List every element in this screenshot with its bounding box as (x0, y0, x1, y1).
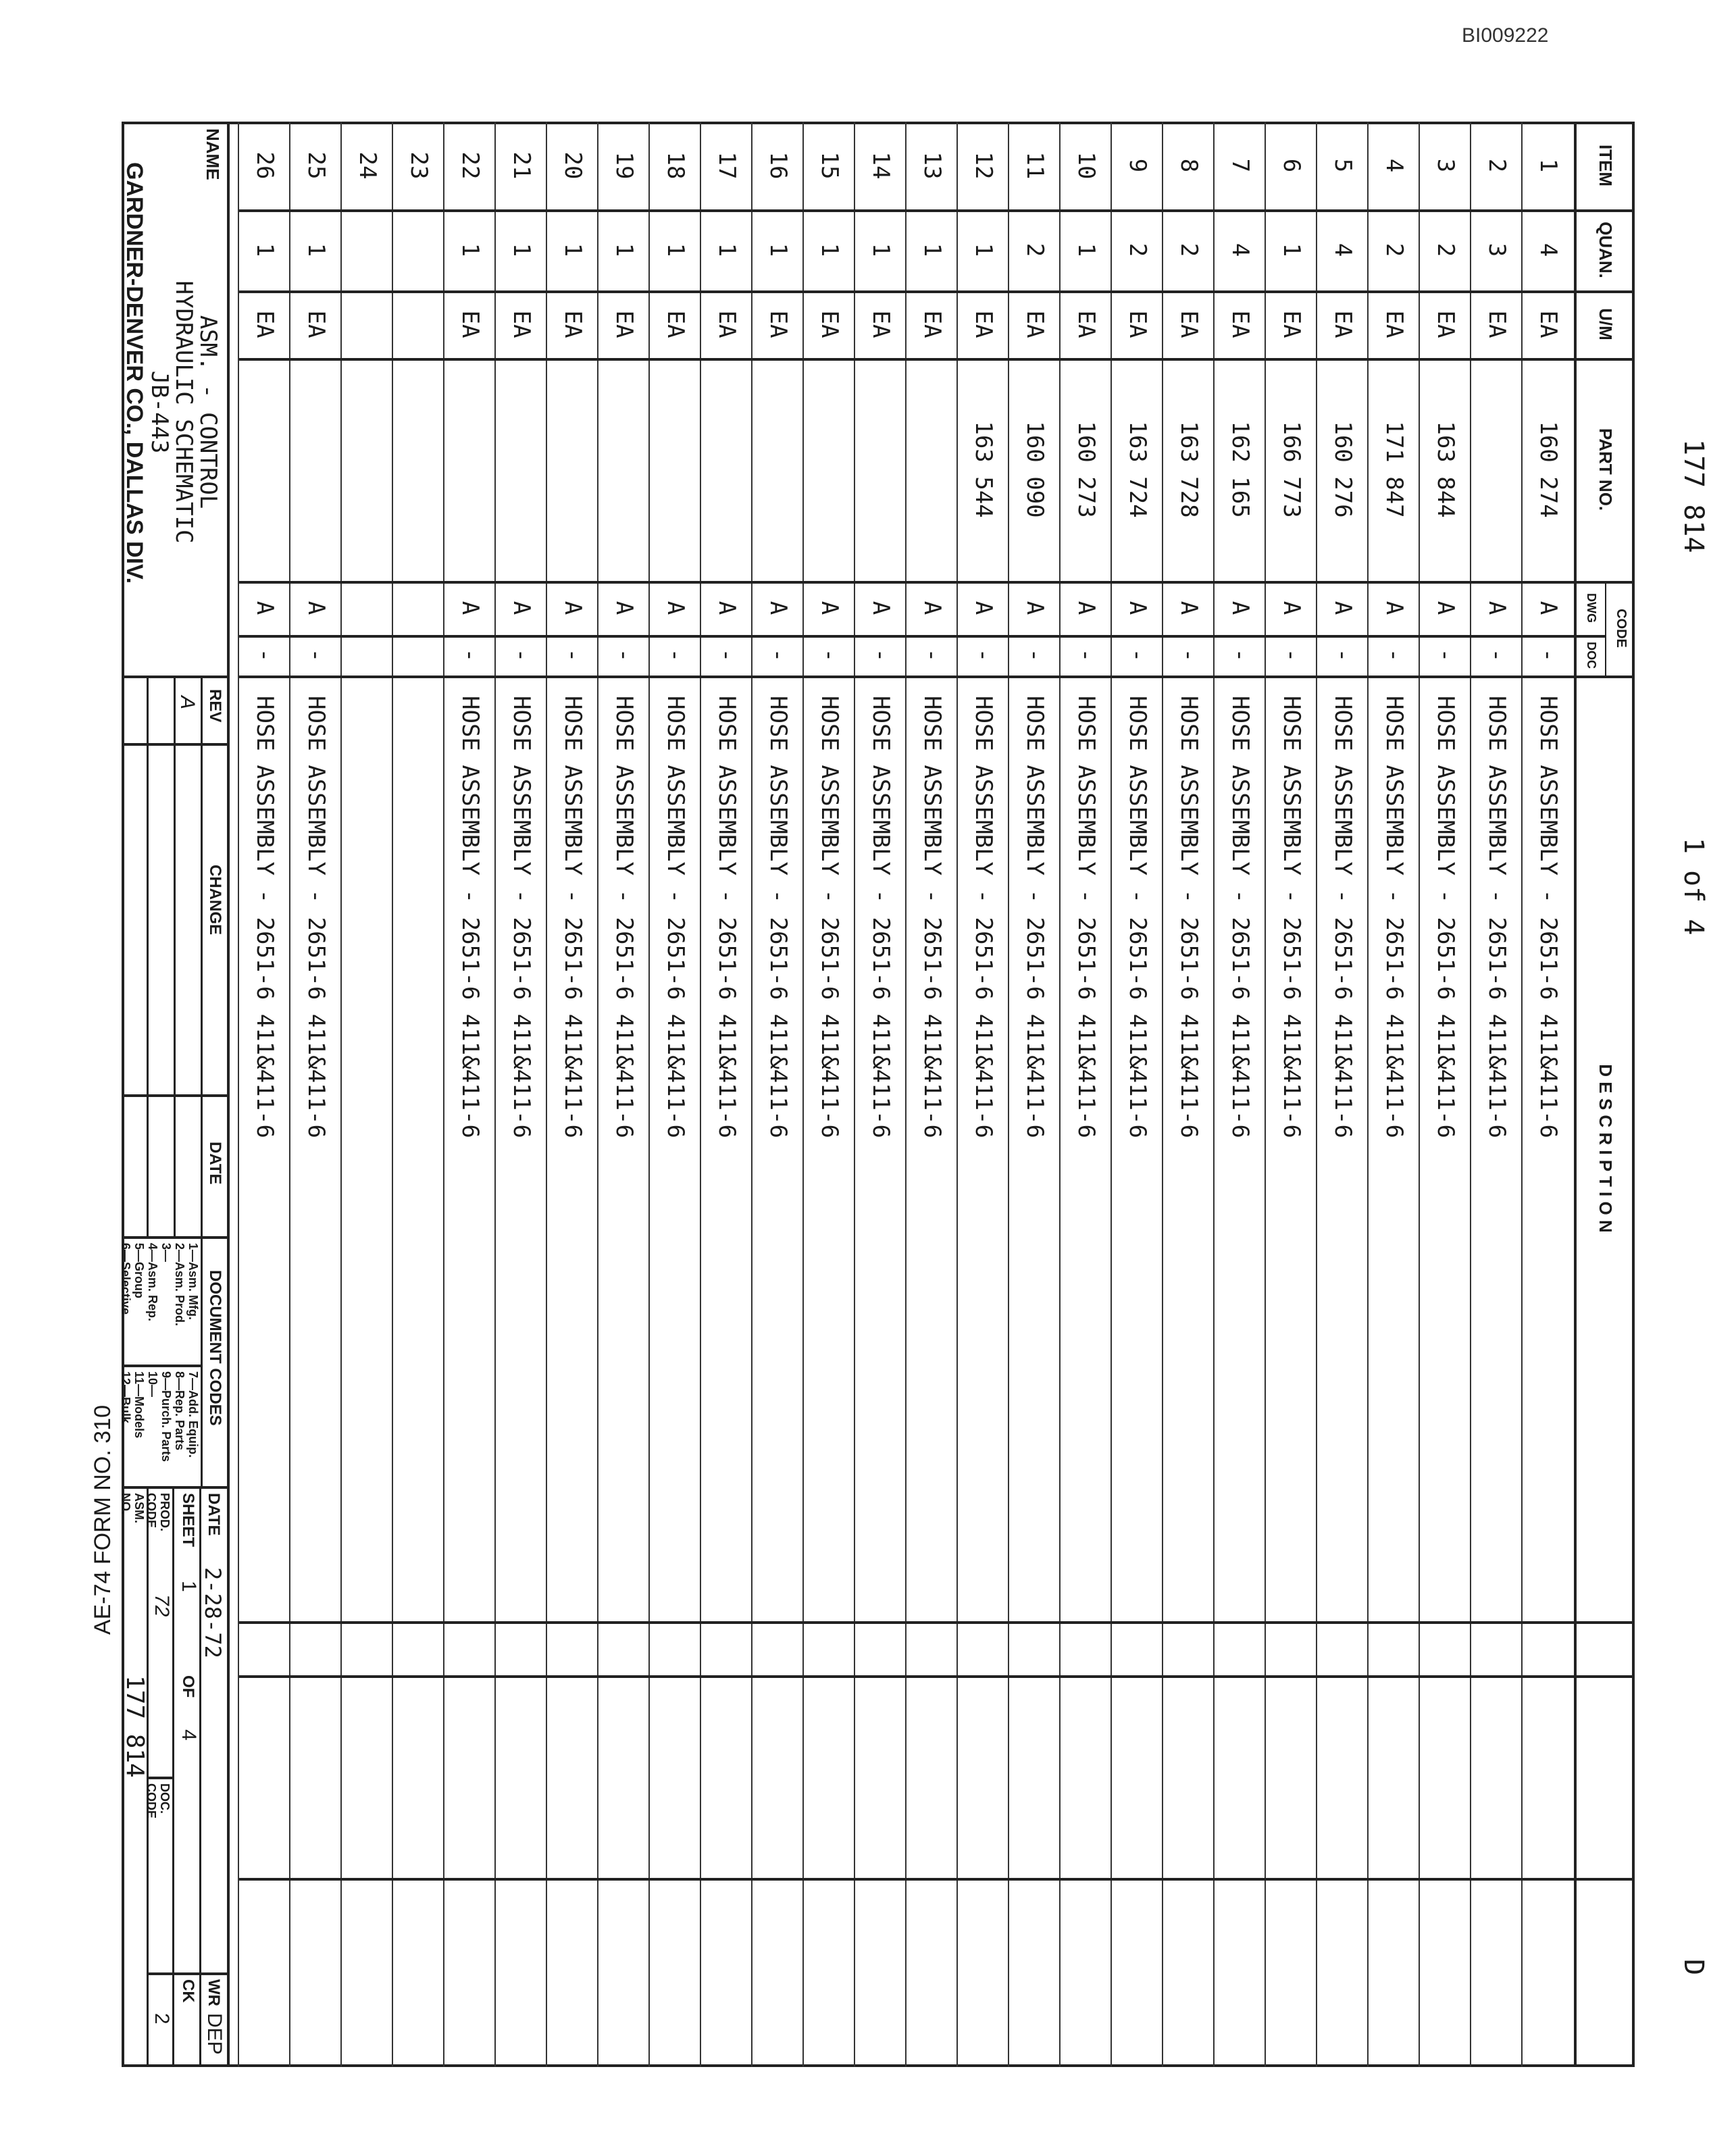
cell-item: 22 (457, 151, 484, 180)
cell-quan: 1 (662, 243, 689, 257)
cell-item: 14 (867, 151, 894, 180)
cell-quan: 1 (713, 243, 740, 257)
cell-doc: - (713, 648, 740, 663)
cell-part: 163 724 (1124, 421, 1151, 518)
table-row (1008, 122, 1061, 2067)
header-code: CODE (1614, 609, 1629, 648)
cell-part: 166 773 (1278, 421, 1305, 518)
cell-quan: 2 (1175, 243, 1202, 257)
table-row (1265, 122, 1317, 2067)
cell-quan: 4 (1535, 243, 1562, 257)
cell-um: EA (611, 310, 638, 338)
cell-desc: HOSE ASSEMBLY - 2651-6 411&411-6 (1021, 696, 1048, 1139)
header-asm-no: 177 814 (1678, 439, 1709, 553)
cell-part (701, 358, 752, 581)
cell-part: 160 276 (1329, 421, 1356, 518)
cell-item: 5 (1329, 158, 1356, 173)
sheet-value: 1 (178, 1581, 200, 1592)
ck-label: CK (179, 1979, 197, 2003)
cell-um: EA (662, 310, 689, 338)
doc-code-item: 2—Asm. Prod. (173, 1243, 186, 1327)
bates-number: BI009222 (1462, 24, 1549, 47)
cell-part (907, 358, 958, 581)
prod-code-value: 72 (151, 1594, 173, 1617)
cell-desc: HOSE ASSEMBLY - 2651-6 411&411-6 (1227, 696, 1254, 1139)
cell-part: 163 844 (1432, 421, 1459, 518)
cell-quan: 1 (508, 243, 535, 257)
cell-quan: 1 (919, 243, 946, 257)
cell-item: 12 (970, 151, 997, 180)
table-row (238, 122, 290, 2067)
title-block (119, 122, 230, 2067)
cell-item: 17 (713, 151, 740, 180)
cell-doc: - (1227, 648, 1254, 663)
table-row (1521, 122, 1574, 2067)
cell-doc (342, 635, 393, 676)
cell-dwg: A (1021, 601, 1048, 615)
asm-no-label: ASM. NO. (119, 1493, 146, 1523)
cell-dwg: A (919, 601, 946, 615)
cell-doc: - (251, 648, 278, 663)
header-part: PART NO. (1595, 428, 1616, 511)
cell-part: 163 544 (970, 421, 997, 518)
cell-part (855, 358, 907, 581)
table-row (289, 122, 342, 2067)
header-um: U/M (1595, 308, 1616, 340)
doc-codes-right (119, 1371, 200, 1462)
table-row (1110, 122, 1163, 2067)
date-value: 2-28-72 (200, 1567, 226, 1658)
cell-dwg: A (1432, 601, 1459, 615)
table-row (956, 122, 1009, 2067)
cell-desc: HOSE ASSEMBLY - 2651-6 411&411-6 (457, 696, 484, 1139)
cell-quan: 1 (867, 243, 894, 257)
cell-doc: - (1432, 648, 1459, 663)
cell-dwg: A (662, 601, 689, 615)
assembly-name-line2: HYDRAULIC SCHEMATIC (170, 280, 197, 544)
parts-list-form (90, 122, 1709, 2067)
cell-doc: - (1278, 648, 1305, 663)
cell-dwg: A (1329, 601, 1356, 615)
cell-quan: 4 (1227, 243, 1254, 257)
table-row (1419, 122, 1471, 2067)
table-row (648, 122, 701, 2067)
cell-desc (393, 696, 444, 1621)
header-desc: D E S C R I P T I O N (1595, 1064, 1616, 1233)
cell-desc: HOSE ASSEMBLY - 2651-6 411&411-6 (1073, 696, 1100, 1139)
cell-desc: HOSE ASSEMBLY - 2651-6 411&411-6 (1175, 696, 1202, 1139)
cell-um: EA (765, 310, 792, 338)
cell-desc (342, 696, 393, 1621)
cell-um: EA (251, 310, 278, 338)
cell-quan: 1 (816, 243, 843, 257)
cell-doc: - (1021, 648, 1048, 663)
doc-code-item: 9—Purch. Parts (159, 1371, 173, 1462)
cell-quan: 3 (1483, 243, 1510, 257)
cell-desc: HOSE ASSEMBLY - 2651-6 411&411-6 (919, 696, 946, 1139)
cell-quan: 2 (1432, 243, 1459, 257)
table-row (340, 122, 393, 2067)
cell-dwg: A (1381, 601, 1408, 615)
cell-part: 163 728 (1175, 421, 1202, 518)
cell-desc: HOSE ASSEMBLY - 2651-6 411&411-6 (611, 696, 638, 1139)
cell-dwg: A (251, 601, 278, 615)
cell-dwg: A (508, 601, 535, 615)
cell-quan: 1 (1278, 243, 1305, 257)
cell-item: 6 (1278, 158, 1305, 173)
cell-item: 9 (1124, 158, 1151, 173)
cell-item: 26 (251, 151, 278, 180)
cell-um: EA (1381, 310, 1408, 338)
cell-item: 3 (1432, 158, 1459, 173)
cell-doc (393, 635, 444, 676)
cell-quan: 1 (1073, 243, 1100, 257)
table-row (854, 122, 907, 2067)
table-row (392, 122, 444, 2067)
cell-part (496, 358, 547, 581)
company-name: GARDNER-DENVER CO., DALLAS DIV. (122, 162, 147, 584)
cell-dwg: A (1073, 601, 1100, 615)
header-quan: QUAN. (1595, 222, 1616, 278)
cell-dwg: A (559, 601, 586, 615)
cell-item: 21 (508, 151, 535, 180)
cell-quan: 4 (1329, 243, 1356, 257)
cell-um: EA (970, 310, 997, 338)
cell-item: 7 (1227, 158, 1254, 173)
change-date-label: DATE (206, 1142, 224, 1185)
cell-quan: 2 (1021, 243, 1048, 257)
cell-part (239, 358, 290, 581)
cell-um: EA (1432, 310, 1459, 338)
cell-desc: HOSE ASSEMBLY - 2651-6 411&411-6 (1329, 696, 1356, 1139)
cell-dwg: A (611, 601, 638, 615)
wr-label: WR (205, 1979, 223, 2006)
table-row (802, 122, 855, 2067)
cell-item: 20 (559, 151, 586, 180)
sheet-header (1655, 122, 1736, 2067)
cell-um: EA (1483, 310, 1510, 338)
cell-part: 171 847 (1381, 421, 1408, 518)
cell-item: 8 (1175, 158, 1202, 173)
cell-desc: HOSE ASSEMBLY - 2651-6 411&411-6 (1124, 696, 1151, 1139)
cell-dwg: A (867, 601, 894, 615)
cell-doc: - (508, 648, 535, 663)
cell-um: EA (1124, 310, 1151, 338)
table-row (1470, 122, 1523, 2067)
cell-part: 160 273 (1073, 421, 1100, 518)
table-row (546, 122, 598, 2067)
cell-dwg: A (816, 601, 843, 615)
cell-dwg: A (765, 601, 792, 615)
cell-item: 23 (405, 151, 432, 180)
cell-quan: 1 (251, 243, 278, 257)
name-label: NAME (203, 128, 223, 180)
cell-um (393, 290, 444, 358)
cell-part (804, 358, 855, 581)
cell-quan: 1 (303, 243, 330, 257)
cell-doc: - (662, 648, 689, 663)
cell-item: 4 (1381, 158, 1408, 173)
cell-desc: HOSE ASSEMBLY - 2651-6 411&411-6 (816, 696, 843, 1139)
cell-part (752, 358, 804, 581)
cell-item: 2 (1483, 158, 1510, 173)
cell-part (598, 358, 650, 581)
cell-dwg: A (970, 601, 997, 615)
doc-codes-label: DOCUMENT CODES (206, 1270, 224, 1426)
rev-label: REV (206, 689, 224, 723)
cell-dwg: A (1175, 601, 1202, 615)
cell-doc: - (816, 648, 843, 663)
cell-quan: 1 (611, 243, 638, 257)
assembly-name-line3: JB-443 (146, 370, 173, 454)
cell-doc: - (559, 648, 586, 663)
header-dwg: DWG (1585, 593, 1599, 623)
table-row (905, 122, 958, 2067)
asm-no-value: 177 814 (121, 1675, 149, 1778)
cell-um: EA (919, 310, 946, 338)
cell-doc: - (867, 648, 894, 663)
cell-doc: - (765, 648, 792, 663)
cell-part (444, 358, 496, 581)
cell-item: 13 (919, 151, 946, 180)
cell-um: EA (1021, 310, 1048, 338)
cell-um: EA (1073, 310, 1100, 338)
doc-code-item: 5—Group (132, 1243, 146, 1299)
cell-doc: - (919, 648, 946, 663)
cell-quan: 1 (457, 243, 484, 257)
wr-value: DEP (203, 2013, 226, 2055)
cell-doc: - (1329, 648, 1356, 663)
cell-um: EA (559, 310, 586, 338)
cell-quan: 1 (970, 243, 997, 257)
date-label: DATE (205, 1493, 223, 1536)
cell-um: EA (457, 310, 484, 338)
cell-um: EA (303, 310, 330, 338)
cell-doc: - (611, 648, 638, 663)
cell-dwg: A (1483, 601, 1510, 615)
table-row (597, 122, 650, 2067)
table-row (1367, 122, 1420, 2067)
cell-desc: HOSE ASSEMBLY - 2651-6 411&411-6 (1381, 696, 1408, 1139)
cell-desc: HOSE ASSEMBLY - 2651-6 411&411-6 (867, 696, 894, 1139)
table-row (1213, 122, 1266, 2067)
cell-desc: HOSE ASSEMBLY - 2651-6 411&411-6 (713, 696, 740, 1139)
doc-code-item: 11—Models (132, 1371, 146, 1439)
cell-um: EA (816, 310, 843, 338)
doc-code-item: 10— (146, 1371, 159, 1398)
cell-desc: HOSE ASSEMBLY - 2651-6 411&411-6 (1278, 696, 1305, 1139)
cell-um: EA (713, 310, 740, 338)
cell-um: EA (1329, 310, 1356, 338)
sheet-label: SHEET (179, 1493, 197, 1548)
cell-item: 15 (816, 151, 843, 180)
cell-doc: - (1381, 648, 1408, 663)
table-row (443, 122, 496, 2067)
doc-code-label: DOC. CODE (145, 1783, 172, 1819)
cell-dwg (342, 581, 393, 635)
doc-code-item: 3— (159, 1243, 173, 1263)
cell-dwg: A (1278, 601, 1305, 615)
cell-quan: 2 (1381, 243, 1408, 257)
cell-part (290, 358, 342, 581)
cell-quan (393, 209, 444, 290)
cell-um: EA (508, 310, 535, 338)
of-label: OF (179, 1675, 197, 1698)
cell-um: EA (1535, 310, 1562, 338)
doc-code-value: 2 (151, 2013, 173, 2024)
cell-dwg: A (457, 601, 484, 615)
cell-um: EA (1278, 310, 1305, 338)
header-size: D (1678, 1959, 1709, 1976)
cell-quan: 1 (765, 243, 792, 257)
cell-doc: - (1175, 648, 1202, 663)
cell-item: 10 (1073, 151, 1100, 180)
cell-part: 162 165 (1227, 421, 1254, 518)
cell-item: 16 (765, 151, 792, 180)
assembly-name-line1: ASM. - CONTROL (195, 315, 222, 509)
cell-item: 18 (662, 151, 689, 180)
cell-item: 11 (1021, 151, 1048, 180)
cell-quan: 1 (559, 243, 586, 257)
cell-doc: - (1535, 648, 1562, 663)
cell-dwg (393, 581, 444, 635)
header-item: ITEM (1595, 144, 1616, 187)
header-doc: DOC (1585, 642, 1599, 669)
cell-desc: HOSE ASSEMBLY - 2651-6 411&411-6 (251, 696, 278, 1139)
table-row (1059, 122, 1112, 2067)
cell-desc: HOSE ASSEMBLY - 2651-6 411&411-6 (1535, 696, 1562, 1139)
rev-value: A (176, 696, 199, 710)
cell-quan (342, 209, 393, 290)
cell-dwg: A (1227, 601, 1254, 615)
cell-desc: HOSE ASSEMBLY - 2651-6 411&411-6 (303, 696, 330, 1139)
doc-code-item: 7—Add. Equip. (186, 1371, 200, 1458)
cell-part (342, 358, 393, 581)
cell-um: EA (1227, 310, 1254, 338)
cell-doc: - (457, 648, 484, 663)
cell-item: 24 (354, 151, 381, 180)
cell-desc: HOSE ASSEMBLY - 2651-6 411&411-6 (765, 696, 792, 1139)
cell-desc: HOSE ASSEMBLY - 2651-6 411&411-6 (662, 696, 689, 1139)
cell-item: 1 (1535, 158, 1562, 173)
header-sheet-of: 1 of 4 (1678, 838, 1709, 936)
doc-codes-left (119, 1243, 200, 1326)
cell-dwg: A (713, 601, 740, 615)
cell-desc: HOSE ASSEMBLY - 2651-6 411&411-6 (970, 696, 997, 1139)
cell-doc: - (1124, 648, 1151, 663)
table-header (1574, 122, 1635, 2067)
of-value: 4 (178, 1729, 200, 1741)
cell-dwg: A (1124, 601, 1151, 615)
cell-quan: 2 (1124, 243, 1151, 257)
assembly-name (147, 223, 220, 601)
table-row (1162, 122, 1215, 2067)
cell-doc: - (1483, 648, 1510, 663)
change-label: CHANGE (206, 865, 224, 936)
cell-item: 19 (611, 151, 638, 180)
cell-desc: HOSE ASSEMBLY - 2651-6 411&411-6 (508, 696, 535, 1139)
cell-dwg: A (303, 601, 330, 615)
cell-part (650, 358, 701, 581)
doc-code-item: 12—Bulk (119, 1371, 132, 1424)
doc-code-item: 4—Asm. Rep. (146, 1243, 159, 1322)
cell-part (1471, 358, 1523, 581)
cell-um (342, 290, 393, 358)
cell-doc: - (1073, 648, 1100, 663)
cell-doc: - (303, 648, 330, 663)
table-row (494, 122, 547, 2067)
table-row (1316, 122, 1369, 2067)
cell-item: 25 (303, 151, 330, 180)
doc-code-item: 1—Asm. Mfg. (186, 1243, 200, 1321)
doc-code-item: 6—Selective (119, 1243, 132, 1315)
form-number: AE-74 FORM NO. 310 (90, 1405, 116, 1635)
cell-um: EA (1175, 310, 1202, 338)
doc-code-item: 8—Rep. Parts (173, 1371, 186, 1451)
cell-doc: - (970, 648, 997, 663)
cell-part (393, 358, 444, 581)
prod-code-label: PROD. CODE (145, 1493, 172, 1532)
parts-table (230, 122, 1635, 2067)
cell-part: 160 274 (1535, 421, 1562, 518)
cell-dwg: A (1535, 601, 1562, 615)
cell-part (547, 358, 598, 581)
cell-part: 160 090 (1021, 421, 1048, 518)
cell-um: EA (867, 310, 894, 338)
table-row (700, 122, 752, 2067)
cell-desc: HOSE ASSEMBLY - 2651-6 411&411-6 (1483, 696, 1510, 1139)
cell-desc: HOSE ASSEMBLY - 2651-6 411&411-6 (559, 696, 586, 1139)
table-row (751, 122, 804, 2067)
cell-desc: HOSE ASSEMBLY - 2651-6 411&411-6 (1432, 696, 1459, 1139)
